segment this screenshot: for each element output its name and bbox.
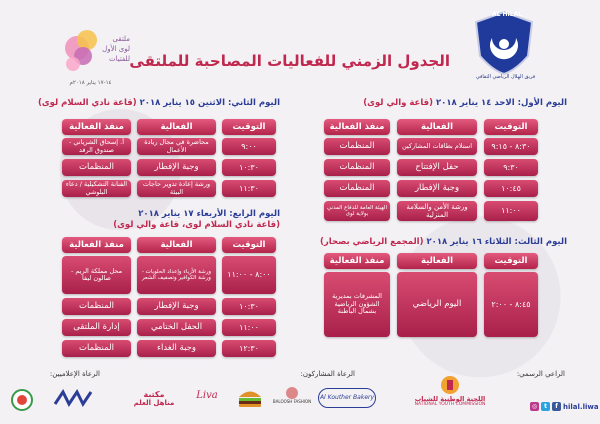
day2-heading [38, 98, 280, 108]
day4-row3-executor: إدارة الملتقى [62, 319, 131, 336]
day4-location: (قاعة نادي السلام لوى، قاعة والي لوى) [113, 219, 280, 230]
multaqa-logo-line1: ملتقى [112, 35, 130, 43]
day3-header-event: الفعالية [397, 253, 477, 269]
day2-row3-time: ١١:٣٠ [222, 180, 276, 197]
bakery-sponsor-logo [318, 388, 376, 408]
bakery-sponsor-name: Al Kouther Bakery [319, 393, 375, 401]
page-title: الجدول الزمني للفعاليات المصاحبة للملتقى [129, 52, 450, 70]
day1-row2-time: ٩:٣٠ [484, 159, 538, 176]
day4-row1-time: ٨:٠٠ - ١١:٠٠ [222, 256, 276, 294]
day4-header-time: التوقيت [222, 237, 276, 253]
day2-header-executor: منفذ الفعالية [62, 119, 131, 135]
day1-row3-event: وجبة الإفطار [397, 180, 477, 197]
baloosh-icon [285, 386, 299, 400]
day1-row1-event: استلام بطاقات المشاركين [397, 138, 477, 155]
day4-row4-event: وجبة الغداء [137, 340, 216, 357]
twitter-icon: t [541, 402, 550, 411]
day1-row4-event: ورشة الأمن والسلامة المنزلية [397, 201, 477, 221]
day1-row3-time: ١٠:٤٥ [484, 180, 538, 197]
day2-row2-time: ١٠:٣٠ [222, 159, 276, 176]
day3-heading [320, 237, 567, 247]
day1-row1-time: ٨:٣٠ - ٩:١٥ [484, 138, 538, 155]
day2-header-event: الفعالية [137, 119, 216, 135]
day1-header-executor: منفذ الفعالية [324, 119, 390, 135]
burger-sponsor-logo [234, 384, 266, 412]
media-round-icon [11, 389, 33, 411]
day4-row3-event: الحفل الختامي [137, 319, 216, 336]
multaqa-logo-line3: للفتيات [109, 55, 130, 63]
day4-header-executor: منفذ الفعالية [62, 237, 131, 253]
day2-location: (قاعة نادي السلام لوى) [37, 98, 137, 108]
day3-header-executor: منفذ الفعالية [324, 253, 390, 269]
burger-icon [236, 386, 264, 410]
day1-row4-executor: الهيئة العامة للدفاع المدني بولاية لوى [324, 201, 390, 221]
day1-header-time: التوقيت [484, 119, 538, 135]
day1-location: (قاعة والي لوى) [363, 98, 434, 108]
multaqa-date: ١٤-١٧ يناير ٢٠١٨م [69, 80, 112, 86]
social-handle-text: hilal.liwa [563, 402, 599, 411]
library-line1: مكتبة [143, 389, 165, 399]
day1-header-event: الفعالية [397, 119, 477, 135]
day3-row1-time: ٨:٤٥ - ٢:٠٠ [484, 272, 538, 337]
day1-row2-executor: المنظمات [324, 159, 390, 176]
liva-sponsor-logo [184, 380, 230, 410]
participating-sponsors-label: الرعاة المشاركون: [300, 370, 355, 378]
hilal-caption: فريق الهلال الرياضي الثقافي [475, 74, 536, 80]
day4-row1-executor: محل مملكة الريم - صالون ليفا [62, 256, 131, 294]
day1-row2-event: حفل الإفتتاح [397, 159, 477, 176]
day4-heading [60, 209, 280, 230]
day3-heading-text: اليوم الثالث: الثلاثاء ١٦ يناير ٢٠١٨ [426, 237, 567, 247]
day2-row1-time: ٩:٠٠ [222, 138, 276, 155]
media-sponsor-logo [50, 386, 100, 410]
day1-row3-executor: المنظمات [324, 180, 390, 197]
day2-row1-event: محاضرة في مجال ريادة الأعمال [137, 138, 216, 155]
day2-heading-text: اليوم الثاني: الاثنين ١٥ يناير ٢٠١٨ [139, 98, 280, 108]
day4-header-event: الفعالية [137, 237, 216, 253]
social-handle[interactable] [530, 402, 599, 411]
day3-row1-event: اليوم الرياضي [397, 272, 477, 337]
day2-row2-executor: المنظمات [62, 159, 131, 176]
day4-row4-executor: المنظمات [62, 340, 131, 357]
media-sponsor-round-logo [10, 388, 34, 412]
day3-row1-executor: المشرفات بمديرية الشؤون الرياضية بشمال الباطنة [324, 272, 390, 337]
day4-row2-time: ١٠:٣٠ [222, 298, 276, 315]
instagram-icon: ◎ [531, 403, 538, 410]
day4-row1-event: ورشة الأزياء وإعداد الحلويات - ورشة الكوافير وتصفيف الشعر [137, 256, 216, 294]
day2-row2-event: وجبة الإفطار [137, 159, 216, 176]
baloosh-sponsor-logo [270, 380, 314, 410]
national-youth-commission-logo [400, 366, 500, 416]
day4-row2-executor: المنظمات [62, 298, 131, 315]
media-sponsors-label: الرعاة الإعلاميين: [49, 370, 100, 378]
liva-sponsor-name: Liva [196, 389, 218, 401]
library-line2: مناهل العلم [133, 398, 175, 407]
day4-row2-event: وجبة الإفطار [137, 298, 216, 315]
day3-header-time: التوقيت [484, 253, 538, 269]
day2-header-time: التوقيت [222, 119, 276, 135]
day2-row1-executor: أ. إسحاق الشرياني - صندوق الرفد [62, 138, 131, 155]
main-sponsor-label: الراعي الرسمي: [516, 370, 565, 378]
day4-heading-text: اليوم الرابع: الأربعاء ١٧ يناير ٢٠١٨ [138, 209, 280, 219]
facebook-icon: f [552, 402, 561, 411]
media-sponsor-icon [53, 388, 97, 408]
day1-heading [363, 98, 567, 108]
nyc-emblem-icon [439, 374, 461, 396]
day4-row4-time: ١٢:٣٠ [222, 340, 276, 357]
day4-row3-time: ١١:٠٠ [222, 319, 276, 336]
nyc-arabic: اللجنة الوطنية للشباب [414, 394, 486, 403]
multaqa-logo-line2: لوى الأول [102, 45, 130, 53]
hilal-logo-name: AL HILAL [491, 11, 523, 18]
day1-row4-time: ١١:٠٠ [484, 201, 538, 221]
library-sponsor-logo [128, 386, 180, 412]
day2-row3-event: ورشة إعادة تدوير حاجات البيئة [137, 180, 216, 197]
day2-row3-executor: الفنانة التشكيلية / دعاء البلوشي [62, 180, 131, 197]
nyc-english: NATIONAL YOUTH COMMISSION [414, 402, 486, 408]
baloosh-sponsor-name: BALOOSH FASHION [272, 398, 312, 404]
day3-location: (المجمع الرياضي بصحار) [319, 237, 424, 247]
hilal-logo [470, 8, 538, 78]
day1-row1-executor: المنظمات [324, 138, 390, 155]
day1-heading-text: اليوم الأول: الاحد ١٤ يناير ٢٠١٨ [435, 98, 567, 108]
